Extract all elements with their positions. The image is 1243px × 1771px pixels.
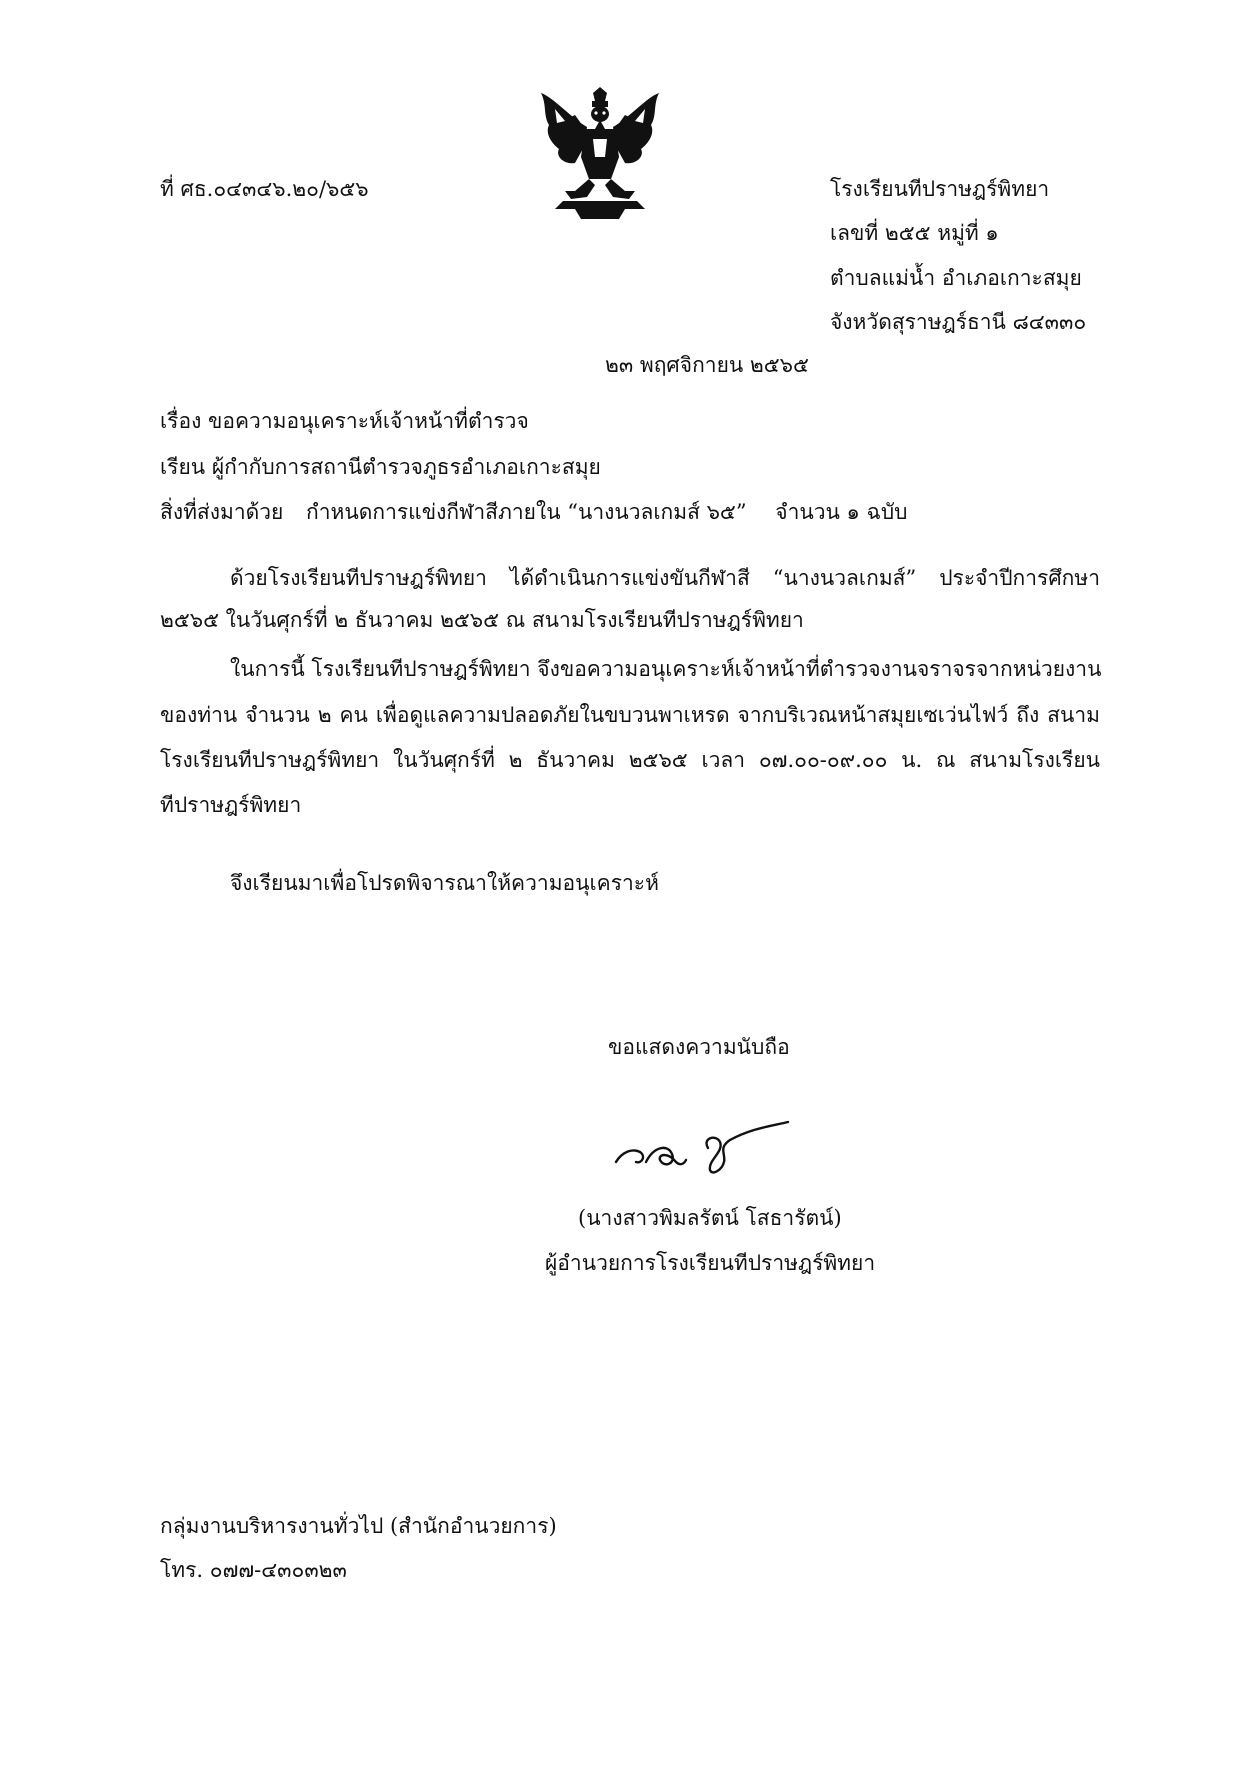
regards-text: ขอแสดงความนับถือ	[608, 1035, 790, 1059]
enclosure-count: จำนวน ๑ ฉบับ	[775, 500, 908, 524]
subject-line	[160, 411, 529, 432]
subject-text: ขอความอนุเคราะห์เจ้าหน้าที่ตำรวจ	[208, 409, 529, 433]
body-paragraph-2-line-1: ในการนี้ โรงเรียนทีปราษฎร์พิทยา จึงขอความอนุเคราะห์เจ้าหน้าที่ตำรวจงานจราจรจากหน่วยงาน	[230, 657, 1102, 681]
body-paragraph-2-line-2: ของท่าน จำนวน ๒ คน เพื่อดูแลความปลอดภัยในขบวนพาเหรด จากบริเวณหน้าสมุยเซเว่นไฟว์ ถึง สนาม	[160, 703, 1100, 727]
garuda-emblem-icon	[535, 87, 665, 219]
recipient-line	[160, 457, 601, 478]
footer-department: กลุ่มงานบริหารงานทั่วไป (สำนักอำนวยการ)	[160, 1514, 557, 1538]
footer-phone: โทร. ๐๗๗-๔๓๐๓๒๓	[160, 1558, 347, 1582]
body-paragraph-1-line-2: ๒๕๖๕ ในวันศุกร์ที่ ๒ ธันวาคม ๒๕๖๕ ณ สนามโรงเรียนทีปราษฎร์พิทยา	[160, 608, 804, 632]
recipient-text: ผู้กำกับการสถานีตำรวจภูธรอำเภอเกาะสมุย	[211, 455, 601, 479]
body-paragraph-2-line-4: ทีปราษฎร์พิทยา	[160, 793, 302, 817]
signer-title: ผู้อำนวยการโรงเรียนทีปราษฎร์พิทยา	[545, 1251, 876, 1275]
sender-address-district: ตำบลแม่น้ำ อำเภอเกาะสมุย	[830, 266, 1082, 290]
signer-name: (นางสาวพิมลรัตน์ โสธารัตน์)	[578, 1206, 842, 1230]
enclosure-label: สิ่งที่ส่งมาด้วย	[160, 500, 284, 524]
enclosure-line	[160, 502, 908, 523]
subject-label: เรื่อง	[160, 409, 202, 433]
sender-address-province: จังหวัดสุราษฎร์ธานี ๘๔๓๓๐	[830, 310, 1087, 334]
document-reference-number: ที่ ศธ.๐๔๓๔๖.๒๐/๖๕๖	[160, 177, 369, 201]
sender-school-name: โรงเรียนทีปราษฎร์พิทยา	[830, 177, 1050, 201]
body-paragraph-2-line-3: โรงเรียนทีปราษฎร์พิทยา ในวันศุกร์ที่ ๒ ธันวาคม ๒๕๖๕ เวลา ๐๗.๐๐-๐๙.๐๐ น. ณ สนามโรงเรียน	[160, 748, 1100, 772]
handwritten-signature	[612, 1118, 812, 1178]
recipient-label: เรียน	[160, 455, 206, 479]
document-date: ๒๓ พฤศจิกายน ๒๕๖๕	[605, 353, 809, 377]
enclosure-text: กำหนดการแข่งกีฬาสีภายใน “นางนวลเกมส์ ๖๕”	[306, 500, 747, 524]
sender-address-number: เลขที่ ๒๕๕ หมู่ที่ ๑	[830, 221, 999, 245]
closing-sentence: จึงเรียนมาเพื่อโปรดพิจารณาให้ความอนุเคราะห์	[230, 871, 659, 895]
body-paragraph-1-line-1: ด้วยโรงเรียนทีปราษฎร์พิทยา ได้ดำเนินการแข่งขันกีฬาสี “นางนวลเกมส์” ประจำปีการศึกษา	[230, 566, 1100, 590]
